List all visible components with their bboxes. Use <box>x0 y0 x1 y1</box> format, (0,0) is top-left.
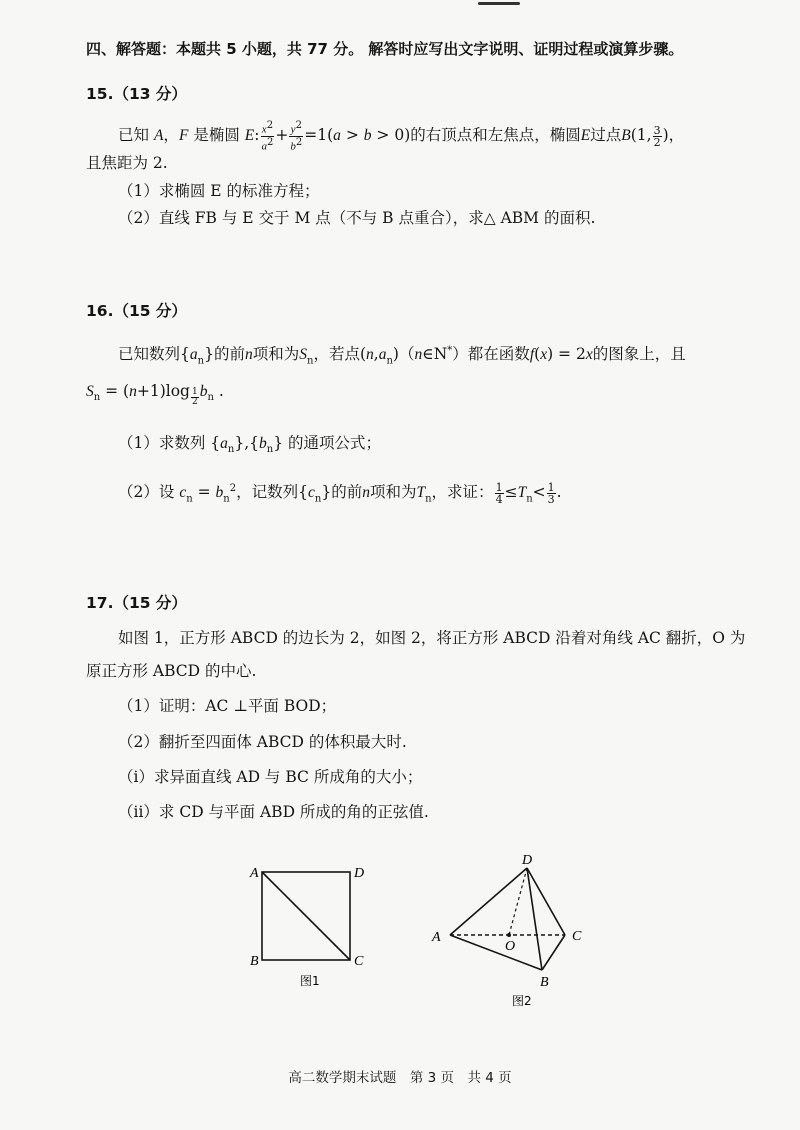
edge-ad <box>450 868 527 935</box>
diagonal-ac <box>262 872 350 960</box>
edge-bc <box>542 935 565 970</box>
q16-part1: （1）求数列 $\{a_n\},\{b_n\}$ 的通项公式； <box>118 434 382 456</box>
edge-db <box>527 868 542 970</box>
q17-part2-ii: （ⅱ）求 CD 与平面 ABD 所成的角的正弦值. <box>118 803 429 821</box>
figure-2-tetrahedron <box>420 852 600 1012</box>
fig1-label-a: A <box>250 866 259 881</box>
page-footer: 高二数学期末试题 第 3 页 共 4 页 <box>288 1070 512 1086</box>
q17-part2-i: （ⅰ）求异面直线 AD 与 BC 所成角的大小； <box>118 768 423 786</box>
q16-stem: 已知数列$\{a_n\}$的前n项和为$S_n$，若点$(n,a_n)(n\in N^*)$都在函数f(x) = 2x的图象上，且 <box>118 345 686 367</box>
fig1-label-c: C <box>354 954 364 969</box>
fig2-label-c: C <box>572 929 582 944</box>
fig2-caption: 图2 <box>512 994 532 1008</box>
edge-do-hidden <box>509 868 527 935</box>
section-header: 四、解答题：本题共 5 小题，共 77 分。 解答时应写出文字说明、证明过程或演算步骤。 <box>86 40 684 58</box>
fig1-label-b: B <box>250 954 259 969</box>
q15-part2: （2）直线 FB 与 E 交于 M 点（不与 B 点重合），求△ ABM 的面积. <box>118 209 596 227</box>
q17-stem-line2: 原正方形 ABCD 的中心. <box>86 662 257 680</box>
q17-number: 17.（15 分） <box>86 594 187 612</box>
q15-stem-cont: 且焦距为 2. <box>86 154 168 172</box>
fig2-label-a: A <box>432 930 441 945</box>
q15-stem: 已知 A，F 是椭圆 E: $\frac{x^2}{a^2}$ + $\frac{y^2}{b^2}$ =1(a > b > 0)的右顶点和左焦点，椭圆E过点B(1, $\frac{3}{2}$ )， <box>118 120 685 153</box>
fig1-label-d: D <box>354 866 365 881</box>
q17-part1: （1）证明：AC ⊥平面 BOD； <box>118 697 337 715</box>
scan-mark <box>478 2 520 5</box>
q15-number: 15.（13 分） <box>86 85 187 103</box>
q17-stem-line1: 如图 1，正方形 ABCD 的边长为 2，如图 2，将正方形 ABCD 沿着对角线 AC 翻折，O 为 <box>118 629 746 647</box>
q16-formula: $S_n = (n+1)\log$ $_{\frac{1}{2}}$ $b_n$ . <box>86 382 224 408</box>
fig1-caption: 图1 <box>300 974 320 988</box>
q15-part1: （1）求椭圆 E 的标准方程； <box>118 182 320 200</box>
fig2-label-o: O <box>505 939 516 954</box>
edge-ab <box>450 935 542 970</box>
q17-part2: （2）翻折至四面体 ABCD 的体积最大时. <box>118 733 407 751</box>
fig2-label-d: D <box>522 853 533 868</box>
center-point-o <box>507 933 511 937</box>
figure-1-square <box>240 855 380 995</box>
q16-part2: （2）设 $c_n = b_n^2$，记数列$\{c_n\}$的前n项和为$T_n$，求证： $\frac{1}{4}$ $\le T_n<$ $\frac{1}{3}$ . <box>118 480 562 506</box>
q16-number: 16.（15 分） <box>86 302 187 320</box>
fig2-label-b: B <box>540 975 549 990</box>
